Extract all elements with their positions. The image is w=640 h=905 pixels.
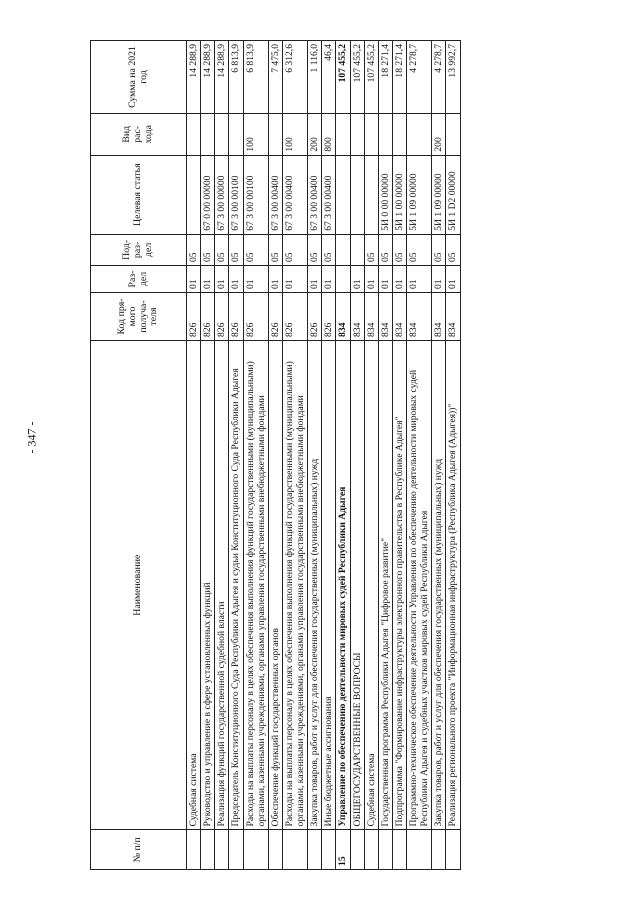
row-number-cell [229,830,243,870]
row-name-cell: Председатель Конституционного Суда Республики Адыгея и судьи Конституционного Суда Республики Адыгея [229,340,243,829]
row-name-cell: Государственная программа Республики Адыгея "Цифровое развитие" [378,340,392,829]
row-number-cell [187,830,201,870]
row-name-cell: Реализация регионального проекта "Информационная инфраструктура (Республика Адыгея (Адыгея))" [446,340,460,829]
row-expense-cell: 200 [308,113,322,155]
row-name-cell: Закупка товаров, работ и услуг для обеспечения государственных (муниципальных) нужд [308,340,322,829]
row-number-cell [378,830,392,870]
table-row [392,41,406,870]
row-section-cell: 01 [446,265,460,292]
row-subsection-cell: 05 [229,234,243,265]
row-recipient-cell: 834 [378,293,392,341]
row-subsection-cell: 05 [201,234,215,265]
table-row [187,41,201,870]
row-section-cell: 01 [201,265,215,292]
row-amount-cell: 18 271,4 [392,41,406,114]
header-name: Наименование [91,340,187,829]
row-name-cell: Программно-техническое обеспечение деятельности Управления по обеспечению деятельности мировых судей Республики Адыгея и судебных участков мировых судей Республики Адыгея [407,340,432,829]
row-target-cell: 5И 1 D2 00000 [446,155,460,234]
row-name-cell: Реализация функций государственной судебной власти [215,340,229,829]
row-expense-cell: 100 [282,113,307,155]
row-recipient-cell: 826 [187,293,201,341]
row-amount-cell: 1 116,0 [308,41,322,114]
row-expense-cell: 800 [322,113,336,155]
row-subsection-cell: 05 [308,234,322,265]
row-recipient-cell: 834 [392,293,406,341]
row-number-cell [432,830,446,870]
row-amount-cell: 14 288,9 [215,41,229,114]
row-target-cell: 67 0 00 00000 [201,155,215,234]
header-target: Целевая статья [91,155,187,234]
row-subsection-cell: 05 [268,234,282,265]
row-section-cell: 01 [187,265,201,292]
header-recipient: Код пря-мого получа-теля [91,293,187,341]
row-recipient-cell: 826 [322,293,336,341]
row-subsection-cell [336,234,350,265]
row-expense-cell [446,113,460,155]
row-recipient-cell: 834 [336,293,350,341]
row-target-cell: 67 3 00 00400 [268,155,282,234]
row-amount-cell: 6 312,6 [282,41,307,114]
table-row [282,41,307,870]
row-expense-cell [215,113,229,155]
table-row [350,41,364,870]
row-number-cell [215,830,229,870]
row-target-cell: 67 3 00 00100 [243,155,268,234]
table-row [201,41,215,870]
row-section-cell: 01 [322,265,336,292]
row-target-cell: 5И 1 09 00000 [432,155,446,234]
row-recipient-cell: 834 [432,293,446,341]
row-recipient-cell: 826 [215,293,229,341]
row-name-cell: Обеспечение функций государственных органов [268,340,282,829]
row-section-cell: 01 [392,265,406,292]
row-expense-cell [268,113,282,155]
row-amount-cell: 107 455,2 [336,41,350,114]
row-name-cell: Судебная система [364,340,378,829]
row-subsection-cell: 05 [392,234,406,265]
row-section-cell: 01 [229,265,243,292]
row-name-cell: Судебная система [187,340,201,829]
row-section-cell [336,265,350,292]
row-amount-cell: 7 475,0 [268,41,282,114]
row-subsection-cell: 05 [432,234,446,265]
table-header-row [91,41,187,870]
row-section-cell: 01 [364,265,378,292]
row-subsection-cell: 05 [446,234,460,265]
row-amount-cell: 14 288,9 [187,41,201,114]
header-subsection: Под-раз-дел [91,234,187,265]
row-subsection-cell: 05 [407,234,432,265]
row-number-cell [364,830,378,870]
row-name-cell: Закупка товаров, работ и услуг для обеспечения государственных (муниципальных) нужд [432,340,446,829]
table-row [446,41,460,870]
row-section-cell: 01 [308,265,322,292]
header-expense: Вид рас-хода [91,113,187,155]
row-name-cell: Подпрограмма "Формирование инфраструктуры электронного правительства в Республике Адыгея" [392,340,406,829]
row-amount-cell: 14 288,9 [201,41,215,114]
row-subsection-cell: 05 [322,234,336,265]
row-target-cell: 5И 0 00 00000 [378,155,392,234]
row-number-cell: 15 [336,830,350,870]
row-expense-cell [392,113,406,155]
row-number-cell [282,830,307,870]
row-name-cell: Расходы на выплаты персоналу в целях обеспечения выполнения функций государственными (муниципальными) органами, казенными учреждениями, органами управления государственными внебюджетными фондами [243,340,268,829]
table-row [378,41,392,870]
row-amount-cell: 107 455,2 [350,41,364,114]
row-number-cell [322,830,336,870]
row-subsection-cell: 05 [282,234,307,265]
row-number-cell [350,830,364,870]
row-expense-cell [364,113,378,155]
row-expense-cell [407,113,432,155]
row-subsection-cell: 05 [187,234,201,265]
row-amount-cell: 6 813,9 [243,41,268,114]
row-expense-cell [187,113,201,155]
table-row [322,41,336,870]
table-row [268,41,282,870]
row-subsection-cell: 05 [364,234,378,265]
row-subsection-cell: 05 [243,234,268,265]
row-expense-cell [378,113,392,155]
row-expense-cell [229,113,243,155]
row-target-cell: 67 3 00 00100 [229,155,243,234]
row-number-cell [201,830,215,870]
row-section-cell: 01 [350,265,364,292]
row-recipient-cell: 834 [350,293,364,341]
budget-table [90,40,461,870]
row-recipient-cell: 826 [282,293,307,341]
row-amount-cell: 46,4 [322,41,336,114]
row-subsection-cell: 05 [215,234,229,265]
table-row [336,41,350,870]
row-number-cell [446,830,460,870]
row-expense-cell: 100 [243,113,268,155]
row-section-cell: 01 [215,265,229,292]
table-row [432,41,446,870]
row-target-cell [364,155,378,234]
table-row [364,41,378,870]
table-row [229,41,243,870]
row-expense-cell: 200 [432,113,446,155]
row-amount-cell: 4 278,7 [432,41,446,114]
row-target-cell [336,155,350,234]
row-name-cell: Управление по обеспечению деятельности мировых судей Республики Адыгея [336,340,350,829]
row-recipient-cell: 834 [364,293,378,341]
table-row [243,41,268,870]
row-subsection-cell: 05 [378,234,392,265]
row-amount-cell: 4 278,7 [407,41,432,114]
row-section-cell: 01 [432,265,446,292]
row-target-cell: 67 3 00 00000 [215,155,229,234]
row-name-cell: Руководство и управление в сфере установленных функций [201,340,215,829]
page-number: - 347 - [24,421,39,454]
row-amount-cell: 18 271,4 [378,41,392,114]
budget-table-container [90,40,575,870]
row-number-cell [268,830,282,870]
row-recipient-cell: 834 [407,293,432,341]
row-target-cell: 5И 1 09 00000 [407,155,432,234]
row-section-cell: 01 [407,265,432,292]
row-target-cell: 67 3 00 00400 [308,155,322,234]
table-row [407,41,432,870]
row-section-cell: 01 [282,265,307,292]
row-section-cell: 01 [378,265,392,292]
row-number-cell [407,830,432,870]
header-section: Раз-дел [91,265,187,292]
row-recipient-cell: 826 [268,293,282,341]
row-recipient-cell: 826 [243,293,268,341]
table-row [308,41,322,870]
header-no: № п/п [91,830,187,870]
row-number-cell [392,830,406,870]
row-name-cell: ОБЩЕГОСУДАРСТВЕННЫЕ ВОПРОСЫ [350,340,364,829]
row-subsection-cell [350,234,364,265]
row-name-cell: Расходы на выплаты персоналу в целях обеспечения выполнения функций государственными (муниципальными) органами, казенными учреждениями, органами управления государственными внебюджетными фондами [282,340,307,829]
row-target-cell: 67 3 00 00400 [282,155,307,234]
row-section-cell: 01 [268,265,282,292]
table-row [215,41,229,870]
row-number-cell [308,830,322,870]
row-recipient-cell: 826 [308,293,322,341]
row-target-cell: 5И 1 00 00000 [392,155,406,234]
row-section-cell: 01 [243,265,268,292]
row-amount-cell: 107 455,2 [364,41,378,114]
row-expense-cell [350,113,364,155]
row-target-cell [187,155,201,234]
row-target-cell [350,155,364,234]
row-expense-cell [201,113,215,155]
row-recipient-cell: 834 [446,293,460,341]
row-recipient-cell: 826 [201,293,215,341]
row-name-cell: Иные бюджетные ассигнования [322,340,336,829]
header-amount: Сумма на 2021 год [91,41,187,114]
row-expense-cell [336,113,350,155]
row-amount-cell: 13 992,7 [446,41,460,114]
row-target-cell: 67 3 00 00400 [322,155,336,234]
row-amount-cell: 6 813,9 [229,41,243,114]
row-recipient-cell: 826 [229,293,243,341]
row-number-cell [243,830,268,870]
